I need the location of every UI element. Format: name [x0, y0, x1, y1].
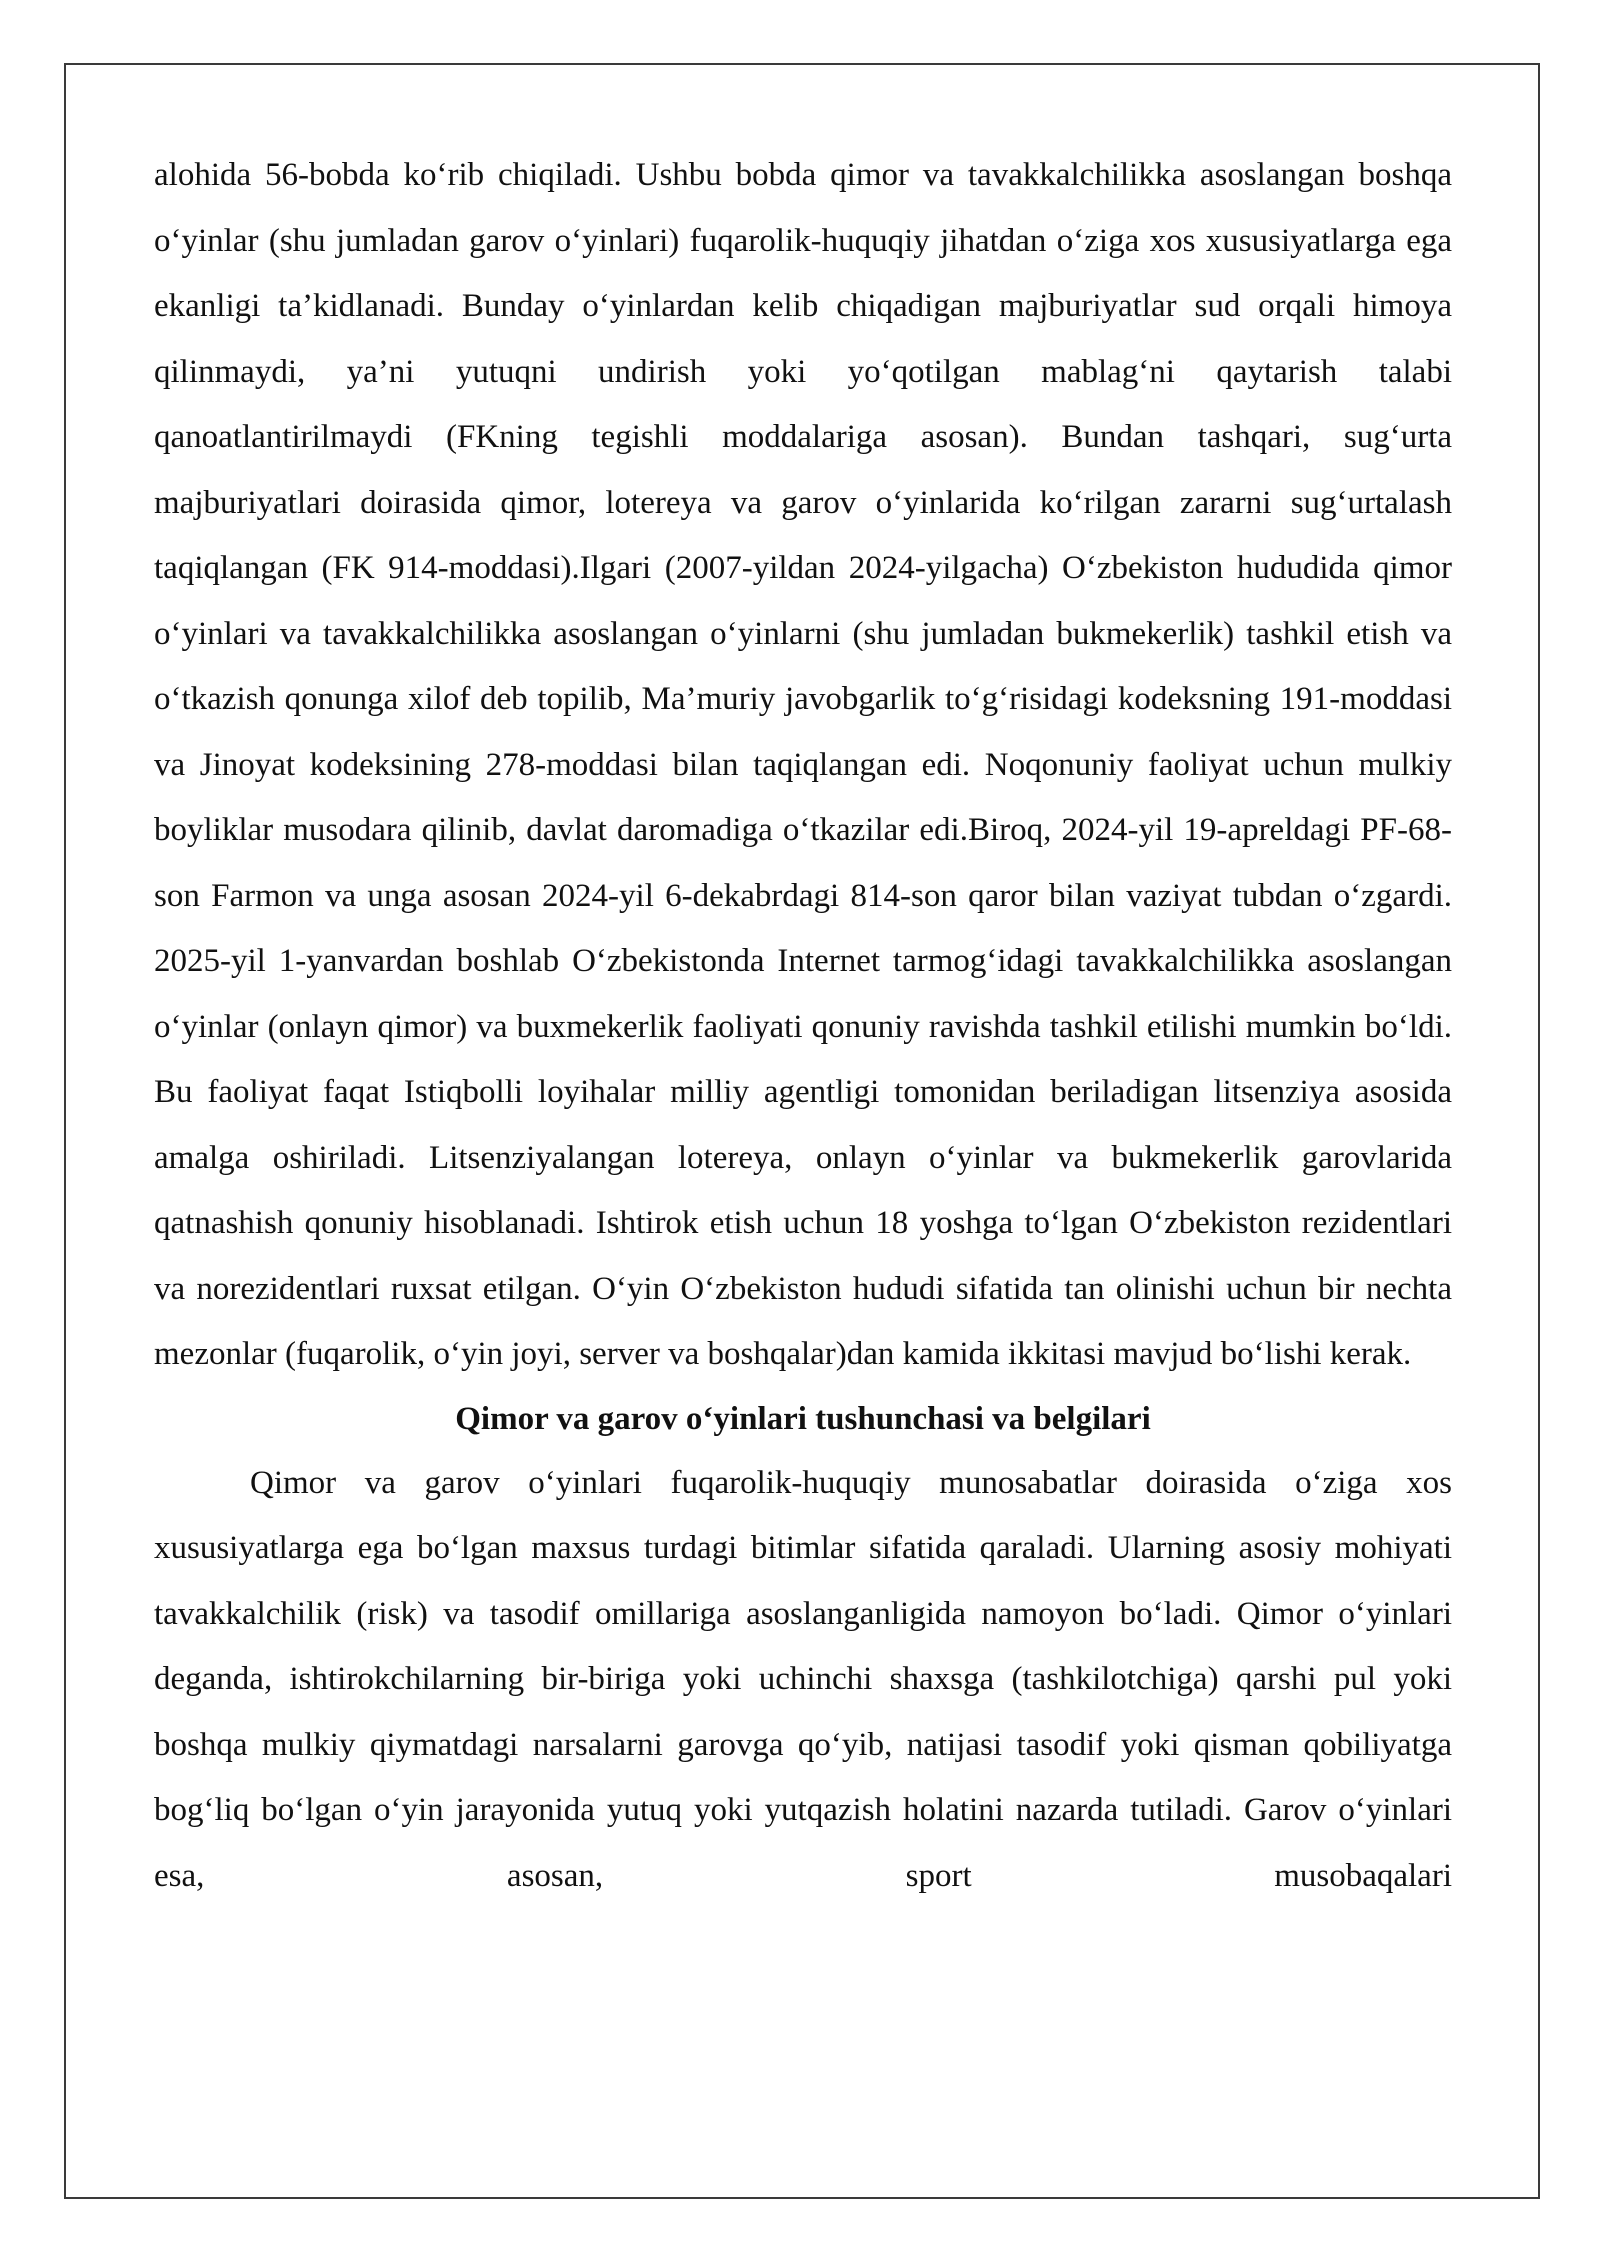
body-paragraph: alohida 56-bobda ko‘rib chiqiladi. Ushbu bobda qimor va tavakkalchilikka asoslangan boshqa o‘yinlar (shu jumladan garov o‘yinlari) fuqarolik-huquqiy jihatdan o‘ziga xos xususiyatlarga ega ekanligi ta’kidlanadi. Bunday o‘yinlardan kelib chiqadigan majburiyatlar sud orqali himoya qilinmaydi, ya’ni yutuqni undirish yoki yo‘qotilgan mablag‘ni qaytarish talabi qanoatlantirilmaydi (FKning tegishli moddalariga asosan). Bundan tashqari, sug‘urta majburiyatlari doirasida qimor, lotereya va garov o‘yinlarida ko‘rilgan zararni sug‘urtalash taqiqlangan (FK 914-moddasi).Ilgari (2007-yildan 2024-yilgacha) O‘zbekiston hududida qimor o‘yinlari va tavakkalchilikka asoslangan o‘yinlarni (shu jumladan bukmekerlik) tashkil etish va o‘tkazish qonunga xilof deb topilib, Ma’muriy javobgarlik to‘g‘risidagi kodeksning 191-moddasi va Jinoyat kodeksining 278-moddasi bilan taqiqlangan edi. Noqonuniy faoliyat uchun mulkiy boyliklar musodara qilinib, davlat daromadiga o‘tkazilar edi.Biroq, 2024-yil 19-apreldagi PF-68-son Farmon va unga asosan 2024-yil 6-dekabrdagi 814-son qaror bilan vaziyat tubdan o‘zgardi. 2025-yil 1-yanvardan boshlab O‘zbekistonda Internet tarmog‘idagi tavakkalchilikka asoslangan o‘yinlar (onlayn qimor) va buxmekerlik faoliyati qonuniy ravishda tashkil etilishi mumkin bo‘ldi. Bu faoliyat faqat Istiqbolli loyihalar milliy agentligi tomonidan beriladigan litsenziya asosida amalga oshiriladi. Litsenziyalangan lotereya, onlayn o‘yinlar va bukmekerlik garovlarida qatnashish qonuniy hisoblanadi. Ishtirok etish uchun 18 yoshga to‘lgan O‘zbekiston rezidentlari va norezidentlari ruxsat etilgan. O‘yin O‘zbekiston hududi sifatida tan olinishi uchun bir nechta mezonlar (fuqarolik, o‘yin joyi, server va boshqalar)dan kamida ikkitasi mavjud bo‘lishi kerak.	[154, 157, 1452, 1372]
body-paragraph: Qimor va garov o‘yinlari fuqarolik-huquqiy munosabatlar doirasida o‘ziga xos xususiyatlarga ega bo‘lgan maxsus turdagi bitimlar sifatida qaraladi. Ularning asosiy mohiyati tavakkalchilik (risk) va tasodif omillariga asoslanganligida namoyon bo‘ladi. Qimor o‘yinlari deganda, ishtirokchilarning bir-biriga yoki uchinchi shaxsga (tashkilotchiga) qarshi pul yoki boshqa mulkiy qiymatdagi narsalarni garovga qo‘yib, natijasi tasodif yoki qisman qobiliyatga bog‘liq bo‘lgan o‘yin jarayonida yutuq yoki yutqazish holatini nazarda tutiladi. Garov o‘yinlari esa, asosan, sport musobaqalari	[154, 1464, 1452, 1894]
section-heading: Qimor va garov o‘yinlari tushunchasi va belgilari	[455, 1400, 1151, 1437]
document-body	[154, 143, 1452, 1909]
